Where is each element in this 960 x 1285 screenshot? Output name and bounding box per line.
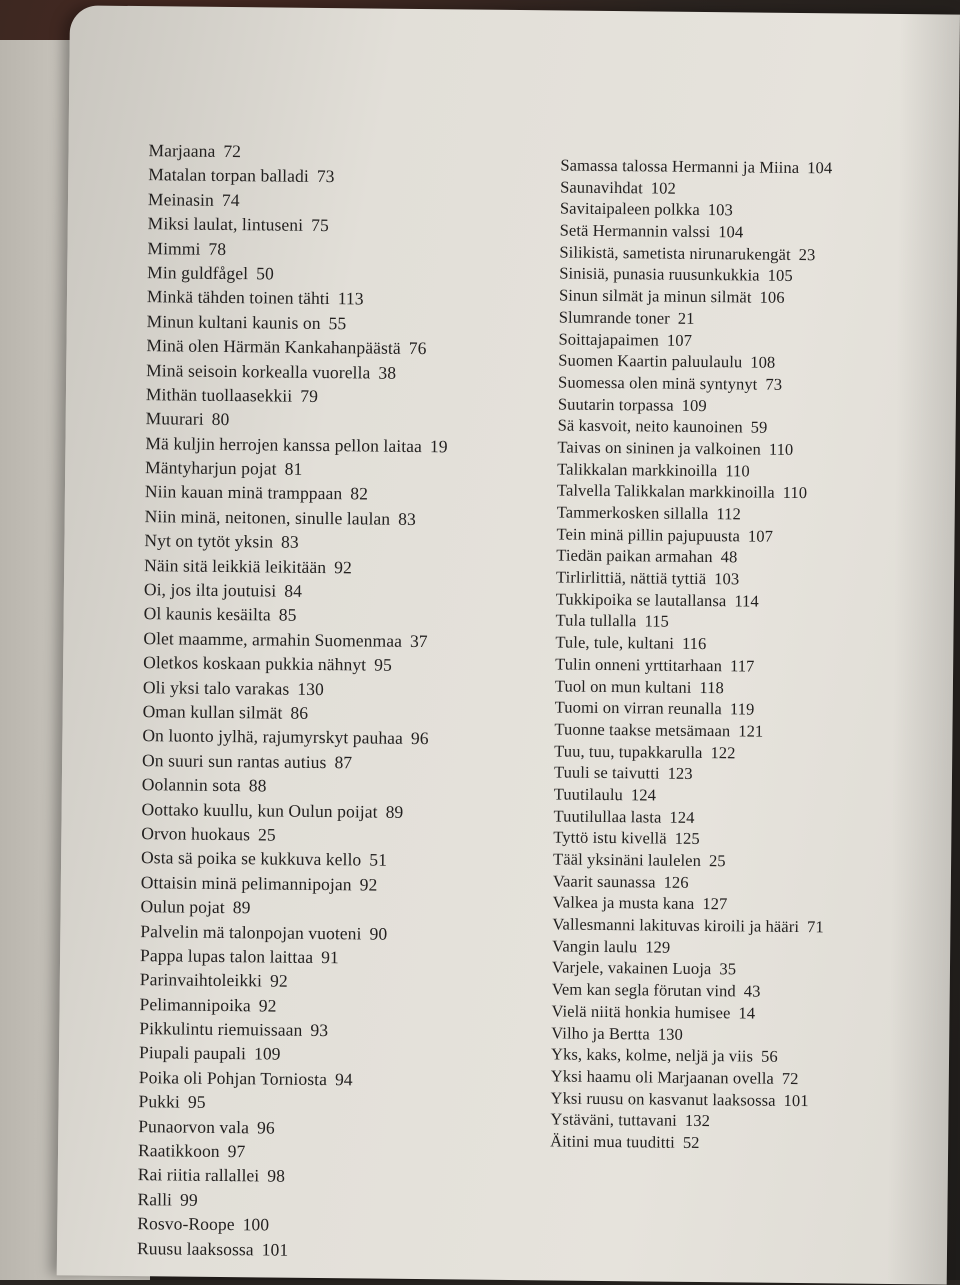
song-title: Vallesmanni lakituvas kiroili ja hääri	[552, 914, 800, 937]
page-number: 59	[750, 417, 768, 437]
page-number: 101	[261, 1238, 289, 1260]
page-number: 75	[311, 215, 329, 236]
song-title: Tukkipoika se lautallansa	[555, 589, 727, 610]
song-title: Tuol on mun kultani	[554, 675, 692, 697]
page-number: 107	[666, 330, 693, 350]
page-number: 103	[714, 569, 740, 589]
song-title: Pelimannipoika	[139, 993, 251, 1015]
song-title: Sinisiä, punasia ruusunkukkia	[559, 263, 760, 286]
song-title: Tuonne taakse metsämaan	[554, 719, 731, 741]
song-title: Muurari	[145, 408, 204, 430]
song-title: Orvon huokaus	[141, 823, 251, 845]
song-title: Tuu, tuu, tupakkarulla	[554, 741, 703, 762]
song-title: Mäntyharjun pojat	[145, 457, 277, 479]
page-number: 108	[750, 352, 776, 372]
page-number: 109	[253, 1043, 281, 1065]
song-title: Matalan torpan balladi	[148, 164, 309, 187]
page-number: 110	[782, 483, 808, 503]
page-number: 130	[297, 678, 325, 699]
page-number: 96	[256, 1116, 275, 1138]
index-entry	[137, 1236, 517, 1264]
page-number: 51	[369, 849, 388, 871]
page-number: 37	[409, 630, 428, 651]
song-title: Minä olen Härmän Kankahanpäästä	[146, 335, 401, 358]
page-number: 98	[267, 1165, 286, 1187]
page-number: 79	[300, 385, 319, 406]
song-title: Ystäväni, tuttavani	[550, 1109, 678, 1131]
page-number: 126	[663, 872, 689, 892]
page-number: 52	[682, 1132, 700, 1152]
page-number: 92	[334, 556, 352, 577]
page-number: 35	[719, 959, 737, 979]
page-number: 94	[334, 1069, 353, 1090]
page-number: 116	[681, 633, 707, 654]
page-number: 23	[798, 244, 816, 264]
page-number: 85	[278, 604, 297, 626]
song-title: Tammerkosken sillalla	[556, 502, 709, 524]
song-title: Tulin onneni yrttitarhaan	[555, 654, 723, 676]
song-title: Miksi laulat, lintuseni	[147, 213, 304, 235]
song-title: Tuomi on virran reunalla	[554, 697, 723, 719]
song-title: Tule, tule, kultani	[555, 632, 675, 653]
song-title: Oli yksi talo varakas	[142, 676, 290, 699]
song-title: Nyt on tytöt yksin	[144, 530, 274, 552]
page-number: 104	[807, 158, 833, 178]
song-title: Rai riitia rallallei	[137, 1164, 260, 1186]
song-title: Saunavihdat	[560, 177, 643, 198]
song-title: Piupali paupali	[138, 1042, 247, 1064]
page-number: 71	[806, 917, 824, 937]
page-number: 43	[743, 981, 761, 1001]
song-title: Slumrande toner	[558, 307, 670, 328]
song-title: Palvelin mä talonpojan vuoteni	[140, 920, 362, 943]
song-title: Tein minä pillin pajupuusta	[556, 524, 741, 546]
song-title: Tuutilullaa lasta	[553, 806, 662, 827]
song-title: Mä kuljin herrojen kanssa pellon laitaa	[145, 432, 423, 456]
song-title: Pukki	[138, 1091, 181, 1112]
page-number: 92	[258, 995, 277, 1016]
page-number: 74	[221, 189, 240, 210]
song-title: Vielä niitä honkia humisee	[551, 1001, 731, 1023]
page-number: 78	[208, 238, 227, 259]
song-title: Varjele, vakainen Luoja	[551, 957, 712, 979]
page-number: 88	[248, 775, 267, 796]
page-number: 83	[281, 531, 299, 553]
page-number: 123	[667, 763, 693, 784]
song-title: Minä seisoin korkealla vuorella	[146, 359, 371, 383]
page-number: 96	[410, 728, 429, 749]
song-title: Olet maamme, armahin Suomenmaa	[143, 627, 403, 651]
song-title: Oulun pojat	[140, 896, 225, 918]
song-title: Marjaana	[148, 140, 216, 161]
song-title: Oi, jos ilta joutuisi	[143, 579, 277, 601]
song-title: Savitaipaleen polkka	[559, 198, 700, 220]
page-number: 101	[783, 1090, 809, 1110]
page-number: 73	[316, 166, 335, 187]
song-title: Talikkalan markkinoilla	[557, 459, 718, 480]
song-title: Yksi haamu oli Marjaanan ovella	[550, 1066, 774, 1088]
song-title: Näin sitä leikkiä leikitään	[144, 554, 327, 577]
page-number: 81	[284, 458, 303, 479]
song-title: Sinun silmät ja minun silmät	[558, 285, 752, 307]
page-number: 113	[337, 288, 364, 309]
page-number: 104	[718, 222, 744, 242]
song-title: Niin minä, neitonen, sinulle laulan	[144, 506, 391, 529]
song-title: Silikistä, sametista nirunarukengät	[559, 242, 791, 264]
page-number: 130	[657, 1024, 684, 1044]
song-title: Parinvaihtoleikki	[139, 969, 263, 991]
page-number: 119	[729, 699, 755, 719]
song-title: Suutarin torpassa	[557, 394, 674, 415]
page-number: 110	[768, 439, 794, 459]
song-title: Samassa talossa Hermanni ja Miina	[560, 155, 800, 177]
song-title: Ol kaunis kesäilta	[143, 603, 271, 625]
song-title: Taivas on sininen ja valkoinen	[557, 437, 761, 459]
song-title: Tula tullalla	[555, 610, 637, 631]
page-number: 76	[408, 338, 427, 359]
song-title: Meinasin	[147, 188, 215, 210]
page-number: 73	[765, 374, 783, 394]
song-title: Sä kasvoit, neito kaunoinen	[557, 415, 743, 437]
song-title: Ottaisin minä pelimannipojan	[140, 871, 352, 895]
song-title: Tirlirlittiä, nättiä tyttiä	[555, 567, 707, 589]
song-title: Mithän tuollaasekkii	[145, 384, 293, 406]
page-number: 117	[729, 656, 755, 676]
page-number: 72	[781, 1068, 799, 1088]
song-title: On luonto jylhä, rajumyrskyt pauhaa	[142, 725, 404, 749]
page-number: 105	[767, 266, 793, 286]
page-number: 100	[242, 1214, 270, 1235]
song-title: Mimmi	[147, 237, 201, 259]
page-number: 122	[710, 742, 736, 762]
page-number: 89	[232, 897, 251, 918]
page-number: 89	[385, 801, 404, 822]
page-number: 55	[328, 312, 347, 333]
page-number: 125	[674, 829, 700, 849]
index-column-right	[550, 154, 930, 1155]
page-number: 124	[669, 807, 695, 827]
page-number: 86	[290, 702, 309, 723]
song-title: Raatikkoon	[137, 1140, 220, 1161]
song-title: Minun kultani kaunis on	[146, 310, 321, 333]
page-number: 112	[716, 504, 741, 524]
song-title: Tuutilaulu	[553, 784, 624, 805]
song-title: Ruusu laaksossa	[136, 1237, 254, 1259]
page-number: 92	[269, 970, 288, 991]
song-title: Talvella Talikkalan markkinoilla	[556, 480, 775, 503]
song-title: Tuuli se taivutti	[553, 762, 660, 783]
page-number: 97	[227, 1141, 246, 1162]
song-title: Tyttö istu kivellä	[553, 827, 667, 848]
page-number: 132	[684, 1111, 711, 1131]
page-number: 121	[738, 721, 764, 741]
page-number: 107	[747, 526, 774, 546]
page-number: 93	[310, 1019, 329, 1041]
song-title: Min guldfågel	[147, 262, 249, 284]
page-number: 14	[738, 1003, 756, 1023]
page-number: 80	[211, 409, 230, 430]
page-number: 103	[707, 200, 733, 220]
page-number: 99	[179, 1189, 198, 1210]
page-number: 84	[284, 580, 303, 601]
song-title: Vem kan segla förutan vind	[551, 979, 736, 1001]
page-number: 129	[645, 937, 671, 957]
page-number: 106	[759, 287, 785, 307]
page-number: 72	[223, 140, 242, 162]
song-title: Valkea ja musta kana	[552, 892, 695, 914]
song-title: Tääl yksinäni laulelen	[553, 849, 702, 870]
song-title: On suuri sun rantas autius	[142, 749, 327, 772]
song-title: Yks, kaks, kolme, neljä ja viis	[550, 1044, 754, 1066]
song-title: Soittajapaimen	[558, 328, 660, 350]
page-number: 25	[257, 824, 276, 845]
page-number: 95	[187, 1091, 206, 1113]
page-number: 25	[708, 851, 726, 871]
index-entry	[550, 1130, 920, 1156]
page-number: 124	[630, 785, 657, 805]
book-page	[57, 5, 960, 1284]
page-number: 110	[725, 460, 750, 481]
page-number: 118	[699, 677, 725, 697]
page-number: 114	[734, 591, 759, 611]
page-number: 87	[334, 751, 353, 773]
page-number: 50	[256, 263, 274, 284]
song-title: Äitini mua tuuditti	[550, 1131, 675, 1152]
song-title: Punaorvon vala	[138, 1115, 250, 1137]
song-title: Yksi ruusu on kasvanut laaksossa	[550, 1087, 776, 1110]
song-title: Niin kauan minä tramppaan	[144, 481, 343, 504]
page-number: 82	[350, 483, 369, 504]
song-title: Suomen Kaartin paluulaulu	[558, 350, 743, 372]
song-title: Vaarit saunassa	[552, 871, 656, 892]
page-number: 21	[677, 308, 695, 328]
page-number: 83	[398, 508, 417, 529]
page-number: 115	[644, 611, 670, 632]
song-title: Vilho ja Bertta	[551, 1022, 650, 1043]
song-title: Pappa lupas talon laittaa	[139, 945, 314, 967]
page-number: 90	[369, 923, 388, 944]
page-number: 109	[681, 395, 707, 415]
song-title: Oletkos koskaan pukkia nähnyt	[143, 652, 367, 675]
index-column-left	[137, 138, 529, 1264]
page-number: 127	[702, 894, 728, 914]
song-title: Vangin laulu	[552, 936, 638, 957]
page-number: 95	[374, 654, 393, 675]
song-title: Oottako kuullu, kun Oulun poijat	[141, 798, 378, 822]
song-title: Oolannin sota	[141, 774, 241, 796]
song-title: Ralli	[137, 1188, 173, 1210]
song-title: Minkä tähden toinen tähti	[146, 286, 330, 309]
page-number: 38	[378, 362, 397, 383]
page-number: 19	[429, 435, 448, 457]
song-title: Suomessa olen minä syntynyt	[558, 372, 758, 394]
page-number: 92	[359, 874, 378, 895]
page-number: 102	[650, 178, 676, 198]
song-title: Osta sä poika se kukkuva kello	[141, 847, 362, 870]
song-title: Setä Hermannin valssi	[559, 220, 711, 242]
song-title: Oman kullan silmät	[142, 701, 283, 723]
page-number: 91	[321, 946, 339, 968]
song-title: Tiedän paikan armahan	[556, 545, 713, 567]
page-number: 56	[760, 1046, 778, 1066]
song-title: Rosvo-Roope	[137, 1213, 235, 1235]
page-number: 48	[720, 547, 738, 567]
song-title: Pikkulintu riemuissaan	[139, 1018, 303, 1040]
song-title: Poika oli Pohjan Torniosta	[138, 1066, 328, 1089]
